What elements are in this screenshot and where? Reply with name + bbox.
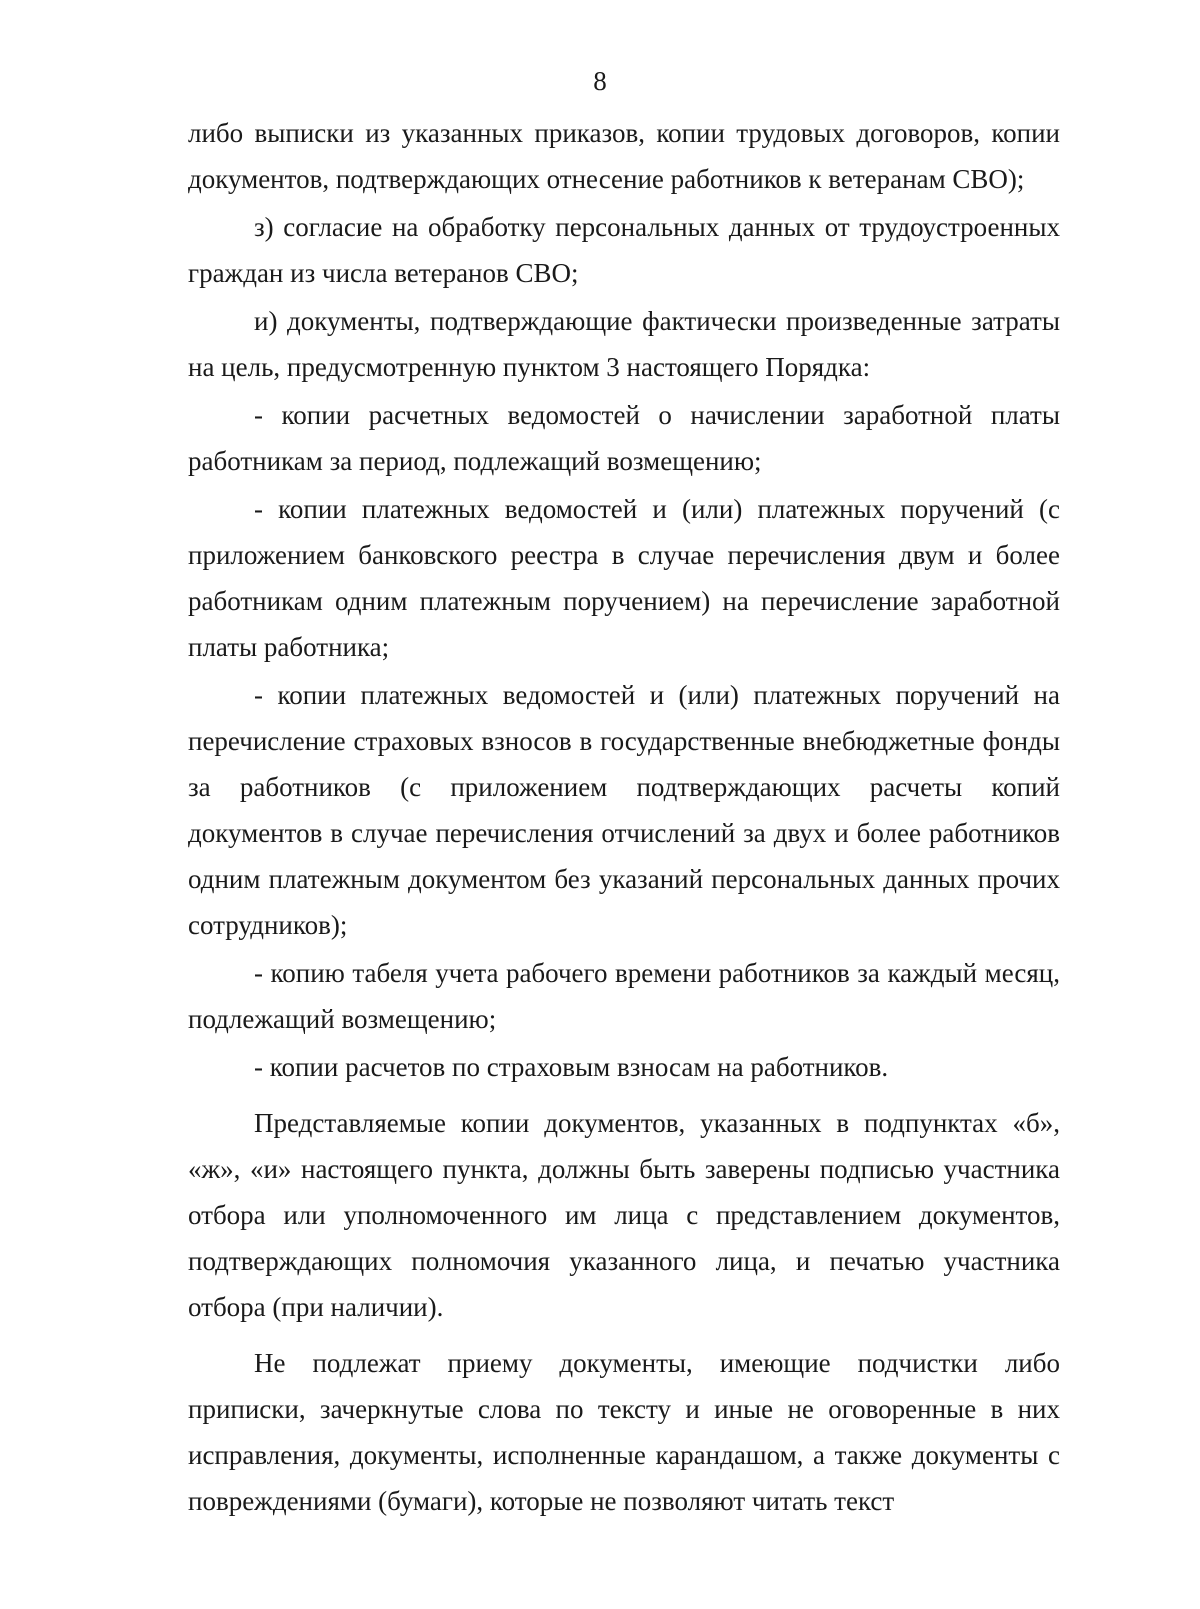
document-body: [188, 110, 1060, 1524]
paragraph-item-z: з) согласие на обработку персональных данных от трудоустроенных граждан из числа ветеранов СВО;: [188, 212, 1060, 288]
paragraph-rejection-rules: Не подлежат приему документы, имеющие подчистки либо приписки, зачеркнутые слова по тексту и иные не оговоренные в них исправления, документы, исполненные карандашом, а также документы с повреждениями (бумаги), которые не позволяют читать текст: [188, 1348, 1060, 1516]
paragraph-item-i: и) документы, подтверждающие фактически произведенные затраты на цель, предусмотренную пунктом 3 настоящего Порядка:: [188, 306, 1060, 382]
list-item-payment-orders-salary: - копии платежных ведомостей и (или) платежных поручений (с приложением банковского реестра в случае перечисления двум и более работникам одним платежным поручением) на перечисление заработной платы работника;: [188, 494, 1060, 662]
list-item-payment-orders-insurance: - копии платежных ведомостей и (или) платежных поручений на перечисление страховых взносов в государственные внебюджетные фонды за работников (с приложением подтверждающих расчеты копий документов в случае перечисления отчислений за двух и более работников одним платежным документом без указаний персональных данных прочих сотрудников);: [188, 680, 1060, 940]
paragraph-continuation: либо выписки из указанных приказов, копии трудовых договоров, копии документов, подтверждающих отнесение работников к ветеранам СВО);: [188, 118, 1060, 194]
list-item-insurance-calculations: - копии расчетов по страховым взносам на работников.: [254, 1052, 889, 1082]
list-item-payroll-statements: - копии расчетных ведомостей о начислении заработной платы работникам за период, подлежащий возмещению;: [188, 400, 1060, 476]
paragraph-certification: Представляемые копии документов, указанных в подпунктах «б», «ж», «и» настоящего пункта, должны быть заверены подписью участника отбора или уполномоченного им лица с представлением документов, подтверждающих полномочия указанного лица, и печатью участника отбора (при наличии).: [188, 1108, 1060, 1322]
page-number: 8: [593, 66, 607, 96]
list-item-timesheet: - копию табеля учета рабочего времени работников за каждый месяц, подлежащий возмещению;: [188, 958, 1060, 1034]
